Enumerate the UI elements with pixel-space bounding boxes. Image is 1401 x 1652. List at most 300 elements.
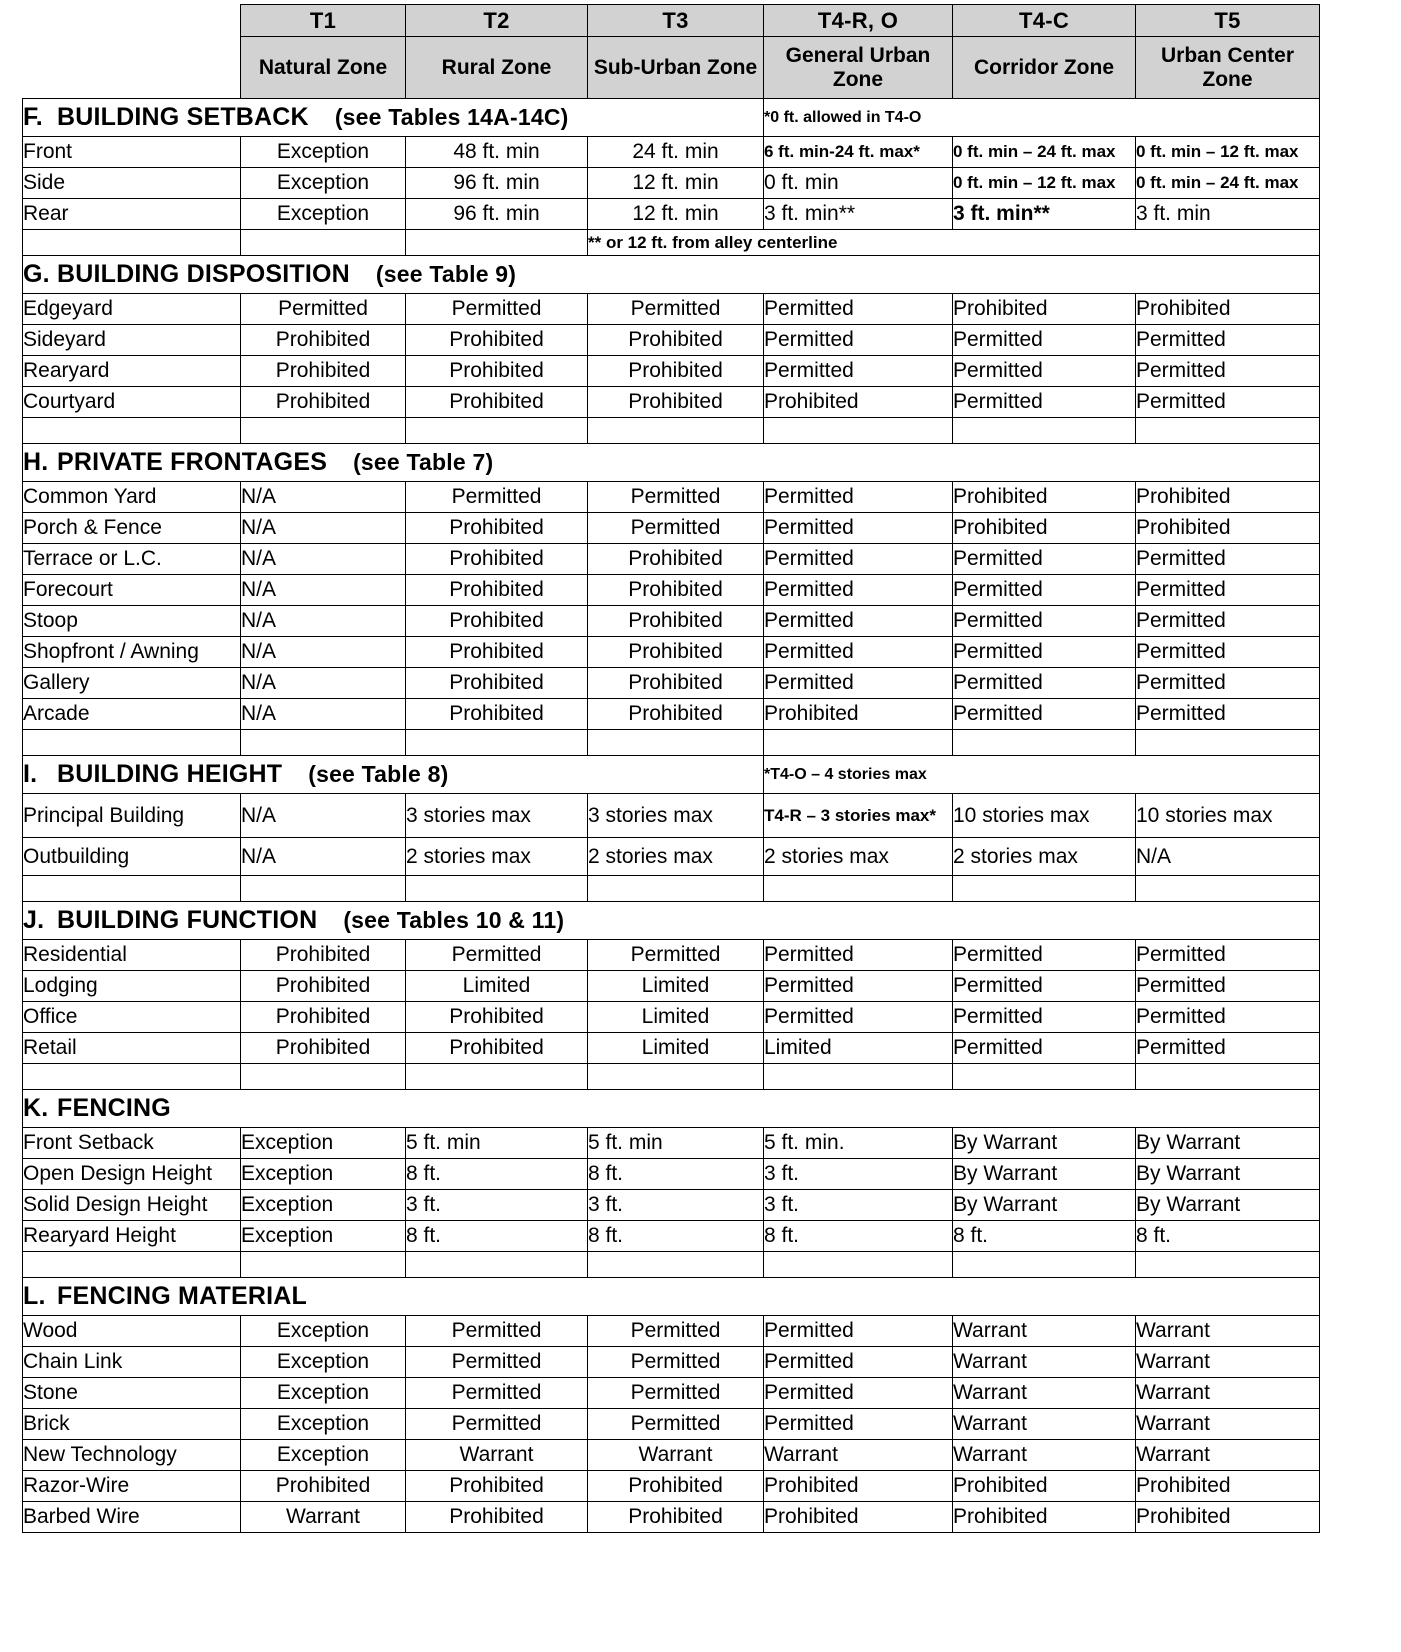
spacer-cell [23, 1064, 241, 1090]
cell-rearyard-height-t2: 8 ft. [406, 1221, 588, 1252]
cell-stone-t1: Exception [241, 1378, 406, 1409]
cell-brick-t4ro: Permitted [764, 1409, 953, 1440]
spacer-cell [588, 1064, 764, 1090]
table-row [23, 794, 1320, 838]
cell-barbed-wire-t3: Prohibited [588, 1502, 764, 1533]
cell-new-technology-t3: Warrant [588, 1440, 764, 1471]
spacer-cell [241, 1252, 406, 1278]
cell-shopfront-awning-t2: Prohibited [406, 637, 588, 668]
cell-side-t2: 96 ft. min [406, 168, 588, 199]
section-header-building-function [23, 902, 1320, 940]
row-label-retail: Retail [23, 1033, 241, 1064]
cell-principal-building-t4c: 10 stories max [953, 794, 1136, 838]
cell-principal-building-t2: 3 stories max [406, 794, 588, 838]
spacer-row-g [23, 418, 1320, 444]
table-row [23, 668, 1320, 699]
cell-common-yard-t4ro: Permitted [764, 482, 953, 513]
cell-side-t5: 0 ft. min – 24 ft. max [1136, 168, 1320, 199]
row-label-stone: Stone [23, 1378, 241, 1409]
spacer-cell [1136, 418, 1320, 444]
cell-chain-link-t3: Permitted [588, 1347, 764, 1378]
cell-new-technology-t2: Warrant [406, 1440, 588, 1471]
cell-brick-t3: Permitted [588, 1409, 764, 1440]
section-letter-f: F. [23, 103, 43, 131]
table-row [23, 168, 1320, 199]
cell-residential-t2: Permitted [406, 940, 588, 971]
row-label-rear: Rear [23, 199, 241, 230]
table-row [23, 294, 1320, 325]
header-name-t5: Urban Center Zone [1136, 37, 1320, 99]
cell-porch-fence-t3: Permitted [588, 513, 764, 544]
row-label-forecourt: Forecourt [23, 575, 241, 606]
header-name-t1: Natural Zone [241, 37, 406, 99]
section-see-j: (see Tables 10 & 11) [343, 907, 565, 933]
table-row [23, 137, 1320, 168]
cell-open-design-height-t2: 8 ft. [406, 1159, 588, 1190]
header-code-t4ro: T4-R, O [764, 5, 953, 37]
zoning-standards-table [22, 4, 1320, 1533]
cell-rear-t5: 3 ft. min [1136, 199, 1320, 230]
row-label-outbuilding: Outbuilding [23, 838, 241, 876]
cell-front-t2: 48 ft. min [406, 137, 588, 168]
table-row [23, 544, 1320, 575]
cell-front-setback-t4c: By Warrant [953, 1128, 1136, 1159]
cell-barbed-wire-t2: Prohibited [406, 1502, 588, 1533]
cell-new-technology-t4ro: Warrant [764, 1440, 953, 1471]
table-row [23, 1409, 1320, 1440]
footnote-row-f [23, 230, 1320, 256]
header-name-t2: Rural Zone [406, 37, 588, 99]
cell-office-t4ro: Permitted [764, 1002, 953, 1033]
cell-common-yard-t5: Prohibited [1136, 482, 1320, 513]
cell-residential-t1: Prohibited [241, 940, 406, 971]
spacer-cell [406, 230, 588, 256]
cell-edgeyard-t1: Permitted [241, 294, 406, 325]
row-label-new-technology: New Technology [23, 1440, 241, 1471]
cell-retail-t2: Prohibited [406, 1033, 588, 1064]
section-header-building-setback [23, 99, 1320, 137]
cell-porch-fence-t1: N/A [241, 513, 406, 544]
table-row [23, 1471, 1320, 1502]
row-label-sideyard: Sideyard [23, 325, 241, 356]
spacer-cell [406, 418, 588, 444]
spacer-cell [241, 230, 406, 256]
cell-solid-design-height-t5: By Warrant [1136, 1190, 1320, 1221]
cell-residential-t5: Permitted [1136, 940, 1320, 971]
cell-shopfront-awning-t5: Permitted [1136, 637, 1320, 668]
cell-residential-t4ro: Permitted [764, 940, 953, 971]
cell-new-technology-t1: Exception [241, 1440, 406, 1471]
row-label-arcade: Arcade [23, 699, 241, 730]
cell-retail-t1: Prohibited [241, 1033, 406, 1064]
cell-forecourt-t3: Prohibited [588, 575, 764, 606]
cell-arcade-t1: N/A [241, 699, 406, 730]
cell-lodging-t1: Prohibited [241, 971, 406, 1002]
cell-sideyard-t5: Permitted [1136, 325, 1320, 356]
cell-porch-fence-t5: Prohibited [1136, 513, 1320, 544]
row-label-courtyard: Courtyard [23, 387, 241, 418]
section-note-f: *0 ft. allowed in T4-O [764, 99, 1320, 137]
table-row [23, 940, 1320, 971]
cell-stone-t3: Permitted [588, 1378, 764, 1409]
cell-shopfront-awning-t1: N/A [241, 637, 406, 668]
cell-courtyard-t2: Prohibited [406, 387, 588, 418]
spacer-cell [588, 730, 764, 756]
section-name-g: BUILDING DISPOSITION [57, 260, 350, 288]
table-row [23, 513, 1320, 544]
section-see-i: (see Table 8) [308, 761, 449, 787]
row-label-gallery: Gallery [23, 668, 241, 699]
table-row [23, 1221, 1320, 1252]
row-label-edgeyard: Edgeyard [23, 294, 241, 325]
cell-open-design-height-t4c: By Warrant [953, 1159, 1136, 1190]
cell-front-setback-t4ro: 5 ft. min. [764, 1128, 953, 1159]
cell-rearyard-height-t5: 8 ft. [1136, 1221, 1320, 1252]
table-row [23, 1347, 1320, 1378]
spacer-cell [764, 418, 953, 444]
cell-principal-building-t4ro: T4-R – 3 stories max* [764, 794, 953, 838]
header-code-t4c: T4-C [953, 5, 1136, 37]
cell-solid-design-height-t4ro: 3 ft. [764, 1190, 953, 1221]
table-row [23, 1128, 1320, 1159]
row-label-porch-fence: Porch & Fence [23, 513, 241, 544]
cell-rear-t1: Exception [241, 199, 406, 230]
cell-arcade-t5: Permitted [1136, 699, 1320, 730]
cell-courtyard-t4ro: Prohibited [764, 387, 953, 418]
cell-brick-t5: Warrant [1136, 1409, 1320, 1440]
cell-forecourt-t2: Prohibited [406, 575, 588, 606]
table-row [23, 606, 1320, 637]
cell-gallery-t4c: Permitted [953, 668, 1136, 699]
cell-front-t3: 24 ft. min [588, 137, 764, 168]
cell-brick-t1: Exception [241, 1409, 406, 1440]
spacer-cell [241, 418, 406, 444]
cell-front-t1: Exception [241, 137, 406, 168]
spacer-cell [23, 1252, 241, 1278]
cell-gallery-t4ro: Permitted [764, 668, 953, 699]
cell-lodging-t4c: Permitted [953, 971, 1136, 1002]
cell-forecourt-t5: Permitted [1136, 575, 1320, 606]
cell-solid-design-height-t4c: By Warrant [953, 1190, 1136, 1221]
row-label-brick: Brick [23, 1409, 241, 1440]
spacer-cell [588, 1252, 764, 1278]
header-code-t1: T1 [241, 5, 406, 37]
cell-solid-design-height-t1: Exception [241, 1190, 406, 1221]
section-title-i [23, 756, 764, 794]
cell-sideyard-t3: Prohibited [588, 325, 764, 356]
row-label-common-yard: Common Yard [23, 482, 241, 513]
cell-rear-t4ro: 3 ft. min** [764, 199, 953, 230]
cell-shopfront-awning-t4ro: Permitted [764, 637, 953, 668]
table-row [23, 1190, 1320, 1221]
cell-common-yard-t2: Permitted [406, 482, 588, 513]
spacer-cell [588, 876, 764, 902]
row-label-office: Office [23, 1002, 241, 1033]
spacer-cell [953, 1064, 1136, 1090]
cell-solid-design-height-t3: 3 ft. [588, 1190, 764, 1221]
cell-side-t1: Exception [241, 168, 406, 199]
cell-front-setback-t1: Exception [241, 1128, 406, 1159]
cell-side-t4ro: 0 ft. min [764, 168, 953, 199]
section-name-j: BUILDING FUNCTION [57, 906, 318, 934]
cell-gallery-t5: Permitted [1136, 668, 1320, 699]
spacer-cell [764, 1252, 953, 1278]
cell-razor-wire-t3: Prohibited [588, 1471, 764, 1502]
cell-sideyard-t4ro: Permitted [764, 325, 953, 356]
row-label-lodging: Lodging [23, 971, 241, 1002]
section-letter-i: I. [23, 760, 38, 788]
cell-courtyard-t5: Permitted [1136, 387, 1320, 418]
table-row [23, 1033, 1320, 1064]
spacer-cell [764, 730, 953, 756]
section-header-building-disposition [23, 256, 1320, 294]
section-letter-j: J. [23, 906, 45, 934]
cell-stone-t4ro: Permitted [764, 1378, 953, 1409]
spacer-cell [241, 730, 406, 756]
cell-courtyard-t1: Prohibited [241, 387, 406, 418]
header-code-t5: T5 [1136, 5, 1320, 37]
cell-wood-t2: Permitted [406, 1316, 588, 1347]
section-title-k [23, 1090, 1320, 1128]
cell-razor-wire-t5: Prohibited [1136, 1471, 1320, 1502]
cell-porch-fence-t2: Prohibited [406, 513, 588, 544]
header-code-t2: T2 [406, 5, 588, 37]
table-row [23, 971, 1320, 1002]
cell-arcade-t3: Prohibited [588, 699, 764, 730]
cell-barbed-wire-t5: Prohibited [1136, 1502, 1320, 1533]
cell-rearyard-t4ro: Permitted [764, 356, 953, 387]
cell-retail-t5: Permitted [1136, 1033, 1320, 1064]
spacer-cell [241, 1064, 406, 1090]
cell-forecourt-t4ro: Permitted [764, 575, 953, 606]
header-name-t3: Sub-Urban Zone [588, 37, 764, 99]
cell-rearyard-t3: Prohibited [588, 356, 764, 387]
cell-razor-wire-t2: Prohibited [406, 1471, 588, 1502]
cell-stoop-t4ro: Permitted [764, 606, 953, 637]
cell-brick-t4c: Warrant [953, 1409, 1136, 1440]
header-corner-blank-2 [23, 37, 241, 99]
section-letter-g: G. [23, 260, 50, 288]
cell-lodging-t4ro: Permitted [764, 971, 953, 1002]
cell-edgeyard-t3: Permitted [588, 294, 764, 325]
header-corner-blank [23, 5, 241, 37]
cell-chain-link-t1: Exception [241, 1347, 406, 1378]
spacer-cell [406, 730, 588, 756]
cell-sideyard-t2: Prohibited [406, 325, 588, 356]
spacer-row-h [23, 730, 1320, 756]
cell-stone-t5: Warrant [1136, 1378, 1320, 1409]
table-header-codes [23, 5, 1320, 37]
cell-open-design-height-t1: Exception [241, 1159, 406, 1190]
row-label-residential: Residential [23, 940, 241, 971]
cell-front-setback-t5: By Warrant [1136, 1128, 1320, 1159]
cell-forecourt-t1: N/A [241, 575, 406, 606]
cell-razor-wire-t4c: Prohibited [953, 1471, 1136, 1502]
section-note-i: *T4-O – 4 stories max [764, 756, 1320, 794]
cell-retail-t3: Limited [588, 1033, 764, 1064]
cell-outbuilding-t5: N/A [1136, 838, 1320, 876]
cell-wood-t1: Exception [241, 1316, 406, 1347]
cell-lodging-t3: Limited [588, 971, 764, 1002]
cell-outbuilding-t4ro: 2 stories max [764, 838, 953, 876]
section-header-fencing-material [23, 1278, 1320, 1316]
cell-terrace-lc-t2: Prohibited [406, 544, 588, 575]
section-letter-k: K. [23, 1094, 49, 1122]
cell-terrace-lc-t5: Permitted [1136, 544, 1320, 575]
spacer-cell [588, 418, 764, 444]
row-label-terrace-lc: Terrace or L.C. [23, 544, 241, 575]
table-row [23, 1378, 1320, 1409]
section-header-building-height [23, 756, 1320, 794]
cell-sideyard-t4c: Permitted [953, 325, 1136, 356]
row-label-barbed-wire: Barbed Wire [23, 1502, 241, 1533]
cell-rearyard-height-t4c: 8 ft. [953, 1221, 1136, 1252]
section-title-l [23, 1278, 1320, 1316]
section-see-f: (see Tables 14A-14C) [334, 104, 569, 130]
cell-razor-wire-t1: Prohibited [241, 1471, 406, 1502]
row-label-front-setback: Front Setback [23, 1128, 241, 1159]
cell-stoop-t4c: Permitted [953, 606, 1136, 637]
header-name-t4c: Corridor Zone [953, 37, 1136, 99]
cell-office-t5: Permitted [1136, 1002, 1320, 1033]
table-row [23, 637, 1320, 668]
cell-forecourt-t4c: Permitted [953, 575, 1136, 606]
spacer-cell [23, 418, 241, 444]
section-see-g: (see Table 9) [375, 261, 517, 287]
cell-gallery-t1: N/A [241, 668, 406, 699]
table-row [23, 387, 1320, 418]
cell-edgeyard-t2: Permitted [406, 294, 588, 325]
cell-barbed-wire-t4c: Prohibited [953, 1502, 1136, 1533]
cell-stoop-t5: Permitted [1136, 606, 1320, 637]
cell-chain-link-t2: Permitted [406, 1347, 588, 1378]
section-title-f [23, 99, 764, 137]
cell-open-design-height-t4ro: 3 ft. [764, 1159, 953, 1190]
cell-edgeyard-t5: Prohibited [1136, 294, 1320, 325]
row-label-front: Front [23, 137, 241, 168]
spacer-cell [764, 1064, 953, 1090]
spacer-row-k [23, 1252, 1320, 1278]
cell-courtyard-t4c: Permitted [953, 387, 1136, 418]
cell-outbuilding-t2: 2 stories max [406, 838, 588, 876]
spacer-cell [1136, 730, 1320, 756]
spacer-row-i [23, 876, 1320, 902]
cell-lodging-t5: Permitted [1136, 971, 1320, 1002]
cell-barbed-wire-t1: Warrant [241, 1502, 406, 1533]
cell-outbuilding-t4c: 2 stories max [953, 838, 1136, 876]
cell-front-t4ro: 6 ft. min-24 ft. max* [764, 137, 953, 168]
spacer-cell [23, 876, 241, 902]
cell-shopfront-awning-t3: Prohibited [588, 637, 764, 668]
table-row [23, 1002, 1320, 1033]
cell-new-technology-t4c: Warrant [953, 1440, 1136, 1471]
row-label-side: Side [23, 168, 241, 199]
cell-courtyard-t3: Prohibited [588, 387, 764, 418]
spacer-cell [406, 1064, 588, 1090]
section-title-h [23, 444, 1320, 482]
row-label-chain-link: Chain Link [23, 1347, 241, 1378]
cell-rearyard-t5: Permitted [1136, 356, 1320, 387]
cell-stoop-t2: Prohibited [406, 606, 588, 637]
section-name-i: BUILDING HEIGHT [57, 760, 283, 788]
spacer-cell [953, 876, 1136, 902]
cell-rearyard-t2: Prohibited [406, 356, 588, 387]
cell-common-yard-t3: Permitted [588, 482, 764, 513]
table-row [23, 356, 1320, 387]
cell-common-yard-t4c: Prohibited [953, 482, 1136, 513]
cell-terrace-lc-t3: Prohibited [588, 544, 764, 575]
section-title-j [23, 902, 1320, 940]
footnote-f: ** or 12 ft. from alley centerline [588, 230, 1320, 256]
cell-wood-t4c: Warrant [953, 1316, 1136, 1347]
cell-rear-t4c: 3 ft. min** [953, 199, 1136, 230]
cell-retail-t4c: Permitted [953, 1033, 1136, 1064]
row-label-wood: Wood [23, 1316, 241, 1347]
cell-porch-fence-t4c: Prohibited [953, 513, 1136, 544]
row-label-solid-design-height: Solid Design Height [23, 1190, 241, 1221]
cell-side-t3: 12 ft. min [588, 168, 764, 199]
spacer-cell [953, 730, 1136, 756]
cell-open-design-height-t5: By Warrant [1136, 1159, 1320, 1190]
cell-gallery-t2: Prohibited [406, 668, 588, 699]
table-row [23, 325, 1320, 356]
spacer-cell [23, 730, 241, 756]
cell-stoop-t3: Prohibited [588, 606, 764, 637]
cell-office-t2: Prohibited [406, 1002, 588, 1033]
cell-porch-fence-t4ro: Permitted [764, 513, 953, 544]
cell-stone-t4c: Warrant [953, 1378, 1136, 1409]
cell-wood-t5: Warrant [1136, 1316, 1320, 1347]
table-row [23, 199, 1320, 230]
header-code-t3: T3 [588, 5, 764, 37]
cell-arcade-t2: Prohibited [406, 699, 588, 730]
spacer-cell [953, 418, 1136, 444]
spacer-cell [764, 876, 953, 902]
section-name-k: FENCING [57, 1094, 171, 1122]
cell-stone-t2: Permitted [406, 1378, 588, 1409]
spacer-cell [1136, 1064, 1320, 1090]
cell-outbuilding-t1: N/A [241, 838, 406, 876]
cell-residential-t3: Permitted [588, 940, 764, 971]
table-row [23, 838, 1320, 876]
spacer-cell [1136, 1252, 1320, 1278]
table-row [23, 575, 1320, 606]
cell-principal-building-t5: 10 stories max [1136, 794, 1320, 838]
cell-office-t1: Prohibited [241, 1002, 406, 1033]
cell-office-t3: Limited [588, 1002, 764, 1033]
cell-residential-t4c: Permitted [953, 940, 1136, 971]
section-title-g [23, 256, 1320, 294]
section-letter-h: H. [23, 448, 49, 476]
cell-chain-link-t4c: Warrant [953, 1347, 1136, 1378]
cell-open-design-height-t3: 8 ft. [588, 1159, 764, 1190]
cell-office-t4c: Permitted [953, 1002, 1136, 1033]
table-row [23, 699, 1320, 730]
spacer-cell [1136, 876, 1320, 902]
cell-front-setback-t3: 5 ft. min [588, 1128, 764, 1159]
cell-rearyard-height-t4ro: 8 ft. [764, 1221, 953, 1252]
cell-side-t4c: 0 ft. min – 12 ft. max [953, 168, 1136, 199]
section-header-private-frontages [23, 444, 1320, 482]
cell-wood-t3: Permitted [588, 1316, 764, 1347]
table-row [23, 1159, 1320, 1190]
cell-arcade-t4c: Permitted [953, 699, 1136, 730]
cell-razor-wire-t4ro: Prohibited [764, 1471, 953, 1502]
section-letter-l: L. [23, 1282, 46, 1310]
table-row [23, 482, 1320, 513]
table-header-names [23, 37, 1320, 99]
section-name-h: PRIVATE FRONTAGES [57, 448, 328, 476]
